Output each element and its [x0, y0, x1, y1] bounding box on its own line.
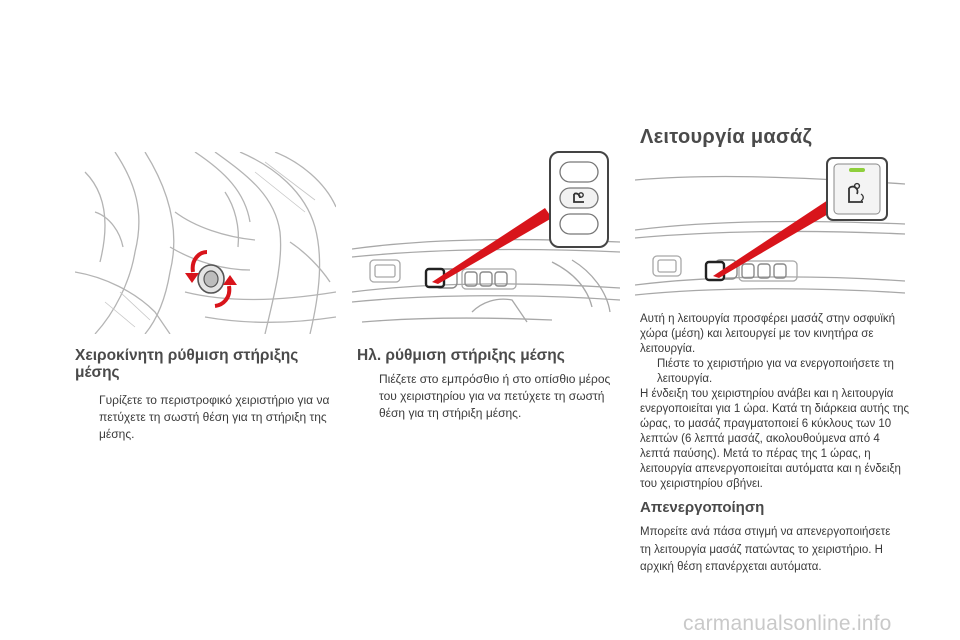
illustration-massage [635, 150, 905, 304]
title-massage-function: Λειτουργία μασάζ [640, 126, 813, 148]
bullet-text: Πιέζετε στο εμπρόσθιο ή στο οπίσθιο μέρος του χειριστηρίου για να πετύχετε τη σωστή θέση για τη στήριξη μέσης. [379, 372, 611, 420]
heading-deactivation: Απενεργοποίηση [640, 499, 765, 516]
bullet-text: Πιέστε το χειριστήριο για να ενεργοποιήσετε τη λειτουργία. [657, 358, 894, 385]
massage-bullet [640, 357, 910, 387]
watermark: carmanualsonline.info [683, 612, 892, 635]
seat-knob-illustration [75, 152, 336, 334]
heading-electric-lumbar: Ηλ. ρύθμιση στήριξης μέσης [357, 347, 565, 364]
heading-manual-lumbar: Χειροκίνητη ρύθμιση στήριξης μέσης [75, 347, 299, 381]
massage-description: Η ένδειξη του χειριστηρίου ανάβει και η λειτουργία ενεργοποιείται για 1 ώρα. Κατά τη διάρκεια αυτής της ώρας, το μασάζ πραγματοποιεί 6 κύκλους των 10 λεπτών (6 λεπτά μασάζ, ακολουθούμενα από 4 λεπτά παύσης). Μετά το πέρας της 1 ώρας, η λειτουργία απενεργοποιείται αυτόματα και η ένδειξη του χειριστηρίου σβήνει. [640, 388, 910, 490]
bullet-electric-lumbar [357, 371, 619, 422]
massage-switch-illustration [635, 150, 905, 304]
deactivation-text: Μπορείτε ανά πάσα στιγμή να απενεργοποιήσετε τη λειτουργία μασάζ πατώντας το χειριστήριο. Η αρχική θέση επανέρχεται αυτόματα. [640, 526, 891, 573]
seat-switch-illustration [352, 132, 620, 334]
illustration-electric-lumbar [352, 132, 620, 334]
bullet-manual-lumbar [75, 392, 337, 443]
bullet-text: Γυρίζετε το περιστροφικό χειριστήριο για να πετύχετε τη σωστή θέση για τη στήριξη της μέσης. [99, 393, 330, 441]
massage-intro: Αυτή η λειτουργία προσφέρει μασάζ στην οσφυϊκή χώρα (μέση) και λειτουργεί με τον κινητήρα σε λειτουργία. [640, 313, 896, 355]
illustration-manual-lumbar [75, 152, 336, 334]
